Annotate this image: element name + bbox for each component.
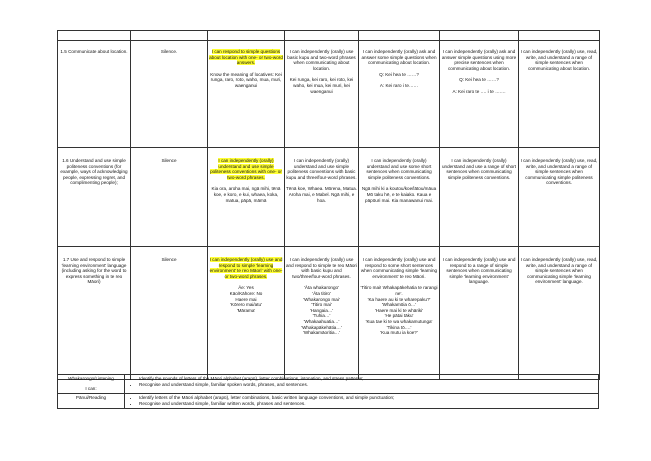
reading-row	[58, 394, 599, 409]
level-cell: I can independently (orally) use and respond to a range of simple sentences when communicating simple 'learning environment' language.	[440, 247, 519, 380]
level-cell: I can independently (orally) use and respond to simple te reo Māori with basic kupu and two/three/four-word phrases. 'Āta whakarongo' 'Āta titiro' 'Whakarongo mai' 'Titiro mai' 'Hangaia…' 'Tuhia…' 'Whakaahuatia…' 'Whakapākehātia…' 'Whakamāoritia…'	[285, 247, 359, 380]
level-cell: Silence.	[131, 41, 208, 148]
objective-cell: 1.5 Communicate about location.	[58, 41, 131, 148]
level-cell: Silence	[131, 247, 208, 380]
table-row	[58, 148, 600, 247]
level-cell: I can independently (orally) use and respond to some short sentences when communicating simple 'learning environment' te reo Māori. 'Titiro mai! Whakapākehatia te rarangi ne'. 'Ka haere au ki te wharepaku?' 'Whakamōia ō…' 'Haere mai ki te whāriki' 'He pātai tāku' 'Kua tae ki te wa whakamutunga' 'Tikina tō….' 'Kua mutu ia koe?'	[359, 247, 440, 380]
listening-list	[127, 376, 596, 388]
level-cell: I can independently (orally) use basic kupu and two-word phrases when communicating about location. Kei runga, kei raro, kei roto, kei waho, kei mua, kei muri, kei waenganui	[285, 41, 359, 148]
listening-label-cell: Whakarongo/Listening I can:	[58, 375, 125, 394]
list-item: • Identify the sounds of letters of the Māori alphabet (arapū), letter combinations, intonation, and stress patterns;	[139, 376, 596, 382]
level-cell: I can independently (orally) understand and use simple politeness conventions with one- or two-word phrases. Kia ora, aroha mai, ngā mihi, tēnā koe, e koro, e kui, whaea, koka, matua, pāpā, māmā	[208, 148, 285, 247]
level-cell: I can independently (orally) use, read, write, and understand a range of simple sentences when communicating about location.	[519, 41, 600, 148]
level-cell: I can independently (orally) understand and use some short sentences when communicating simple politeness conventions. Ngā mihi ki a koutou/koe/lātou/māua Mō taku hē, e te kaiako. Kaua e pāpōuri mai. Kia manawanui mai.	[359, 148, 440, 247]
skills-summary-table	[57, 374, 599, 409]
reading-list	[127, 395, 596, 407]
level-cell: I can independently (orally) ask and answer some simple questions when communicating about location. Q: Kei hea te ……? A: Kei raro i te……	[359, 41, 440, 148]
list-item: • Recognise and understand simple, familiar written words, phrases and sentences.	[139, 401, 596, 407]
level-cell: I can independently (orally) use, read, write, and understand a range of simple sentences when communicating simple 'learning environment' language.	[519, 247, 600, 380]
objective-cell: 1.6 Understand and use simple politeness conventions (for example, ways of acknowledging people, expressing regret, and complimenting people);	[58, 148, 131, 247]
list-item: • Recognise and understand simple, familiar spoken words, phrases, and sentences.	[139, 382, 596, 388]
level-cell: I can independently (orally) understand and use simple politeness conventions with basic kupu and three/four-word phrases. Tēnā koe, Whaea. Mōrena, Matua. Aroha mai, e Mabel. Ngā mihi, e hoa.	[285, 148, 359, 247]
highlighted-text: I can independently (orally) understand and use simple politeness conventions with one- or two-word phrases.	[210, 158, 282, 180]
highlighted-text: I can respond to simple questions about location with one- or two-word answers.	[209, 49, 283, 66]
progression-table	[57, 30, 600, 380]
table-header-row	[58, 31, 600, 41]
listening-items-cell	[125, 375, 599, 394]
objective-cell: 1.7 Use and respond to simple 'learning environment' language (including asking for the word to express something in te reo Māori)	[58, 247, 131, 380]
level-cell: I can independently (orally) ask and answer simple questions using more precise sentences when communicating about location. Q: Kei hea te ……? A: Kei raro te …. i te …….	[440, 41, 519, 148]
highlighted-text: I can independently (orally) use and respond to simple 'learning environment' te reo Māori' with one- or two-word phrases.	[209, 257, 283, 279]
level-cell: Silence	[131, 148, 208, 247]
level-cell: I can respond to simple questions about location with one- or two-word answers. Know the meaning of locatives: Kei runga, raro, roto, waho, mua, muri, waenganui	[208, 41, 285, 148]
table-row	[58, 247, 600, 380]
list-item: • Identify letters of the Māori alphabet (arapū), letter combinations, basic written language conventions, and simple punctuation;	[139, 395, 596, 401]
listening-row	[58, 375, 599, 394]
level-cell: I can independently (orally) use and respond to simple 'learning environment' te reo Māori' with one- or two-word phrases. Āe: Yes Kāo/Kāhore: No Haere mai 'Kōrero mai/atu' 'Mārama'	[208, 247, 285, 380]
reading-items-cell	[125, 394, 599, 409]
table-row	[58, 41, 600, 148]
level-cell: I can independently (orally) understand and use a range of short sentences when communicating simple politeness conventions.	[440, 148, 519, 247]
reading-label-cell: Pānui/Reading	[58, 394, 125, 409]
level-cell: I can independently (orally) use, read, write, and understand a range of simple sentences when communicating simple politeness conventions.	[519, 148, 600, 247]
